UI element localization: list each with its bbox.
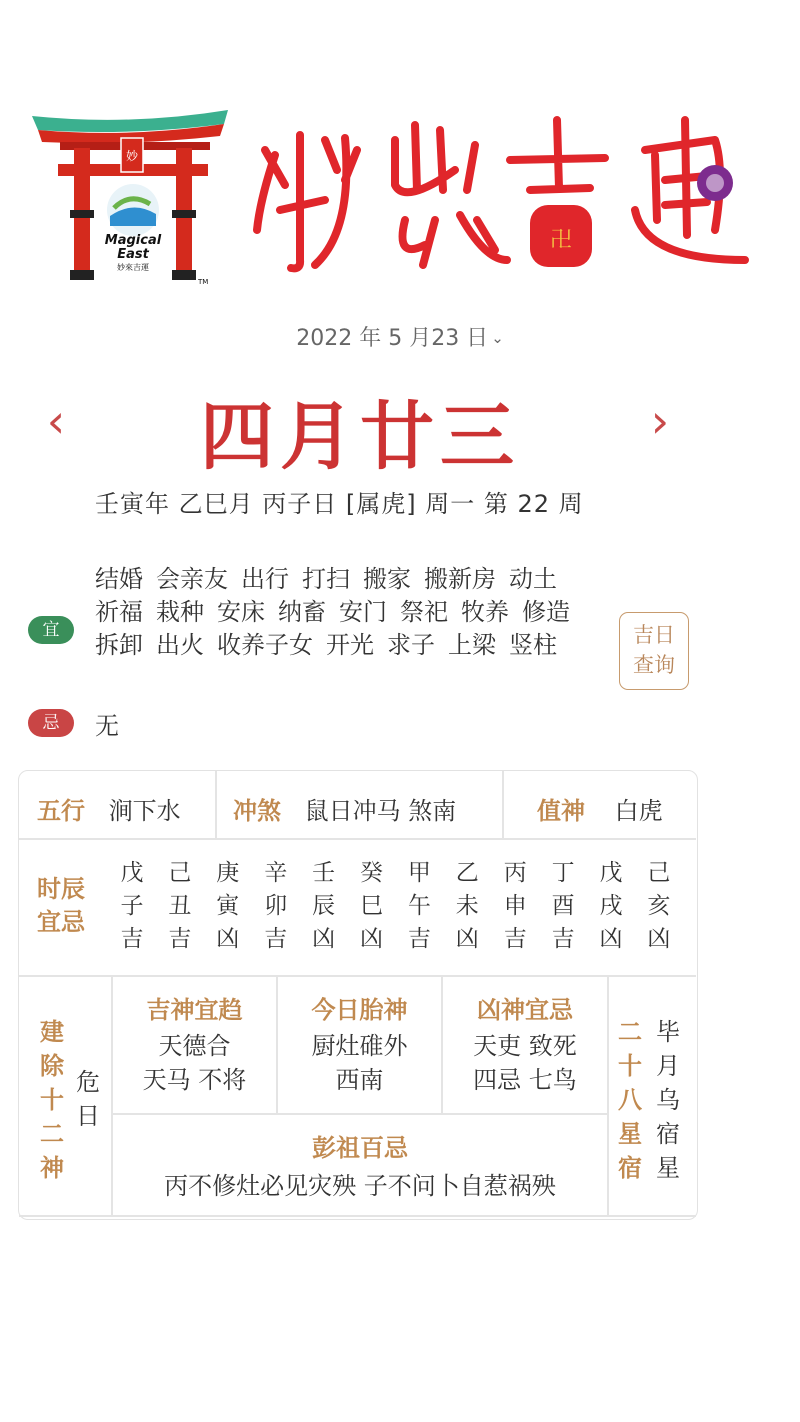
hour-column [117, 857, 147, 956]
hour-branches-char: 戌 [599, 893, 623, 919]
ji-badge: 忌 [28, 709, 74, 737]
svg-text:妙: 妙 [125, 149, 139, 163]
lunar-date-title: 四月廿三 [200, 394, 520, 480]
hour-column [500, 857, 530, 956]
hour-column [644, 857, 674, 956]
jianchu-label-char: 二 [40, 1120, 64, 1148]
hour-stems-char: 戊 [120, 860, 144, 886]
yi-item: 打扫 [302, 565, 350, 593]
pengzu-cell [113, 1129, 607, 1205]
xingxiu-label-char: 八 [618, 1086, 642, 1114]
taishen-cell [278, 993, 441, 1097]
yi-item: 开光 [326, 631, 374, 659]
hour-column [357, 857, 387, 956]
yi-item: 收养子女 [217, 631, 313, 659]
chevron-down-icon: ⌄ [491, 329, 504, 347]
ji-activity-text: 无 [95, 712, 119, 740]
hour-column [165, 857, 195, 956]
xingxiu-value [653, 1015, 683, 1185]
wuxing-label: 五行 [37, 797, 85, 825]
jishen-line1: 天德合 [158, 1032, 231, 1060]
hour-branches-char: 寅 [216, 893, 240, 919]
pengzu-text: 丙不修灶必见灾殃 子不问卜自惹祸殃 [164, 1172, 556, 1200]
yi-item: 安门 [339, 598, 387, 626]
hour-stems-char: 己 [168, 860, 192, 886]
lunar-date-row [0, 378, 800, 480]
divider [19, 1215, 696, 1217]
yi-item: 拆卸 [95, 631, 143, 659]
xiongshen-line1: 天吏 致死 [473, 1032, 577, 1060]
taishen-line2: 西南 [335, 1066, 384, 1094]
xingxiu-value-char: 宿 [656, 1120, 680, 1148]
divider [19, 838, 696, 840]
zhishen-label: 值神 [537, 797, 585, 825]
yi-item: 纳畜 [278, 598, 326, 626]
hour-column [261, 857, 291, 956]
good-day-button-line1: 吉日 [633, 623, 675, 647]
solar-date-text: 2022 年 5 月23 日 [296, 325, 489, 351]
almanac-info-table [18, 770, 698, 1220]
jianchu-label-char: 除 [40, 1052, 64, 1080]
divider [19, 975, 696, 977]
hour-branches-char: 酉 [551, 893, 575, 919]
xingxiu-label-char: 二 [618, 1018, 642, 1046]
hour-column [596, 857, 626, 956]
xingxiu-value-char: 乌 [656, 1086, 680, 1114]
jishen-label: 吉神宜趋 [146, 996, 243, 1024]
taishen-label: 今日胎神 [311, 996, 408, 1024]
yi-item: 结婚 [95, 565, 143, 593]
divider [111, 1113, 607, 1115]
torii-gate-icon [30, 108, 235, 288]
xingxiu-label-char: 星 [618, 1120, 642, 1148]
divider [502, 771, 504, 838]
chongsha-label: 冲煞 [233, 797, 281, 825]
zhishen-cell [537, 791, 663, 826]
hour-stems-char: 丙 [503, 860, 527, 886]
jianchu-value-char: 危 [76, 1068, 100, 1096]
yi-item: 搬家 [363, 565, 411, 593]
brand-calligraphy-title [245, 110, 760, 280]
brand-en-2: East [117, 247, 149, 262]
svg-text:TM: TM [198, 278, 209, 286]
hour-branches-char: 午 [407, 893, 431, 919]
hour-branches-char: 丑 [168, 893, 192, 919]
torii-logo [30, 108, 235, 288]
yi-item: 修造 [522, 598, 570, 626]
yi-activity-list [95, 563, 595, 662]
hour-luck-char: 凶 [455, 926, 479, 952]
yi-badge: 宜 [28, 616, 74, 644]
svg-text:妙來吉運: 妙來吉運 [117, 263, 149, 272]
hour-stems-char: 辛 [264, 860, 288, 886]
hours-label-line1: 时辰 [37, 875, 85, 903]
hour-luck-char: 吉 [503, 926, 527, 952]
hour-stems-char: 己 [647, 860, 671, 886]
hour-branches-char: 亥 [647, 893, 671, 919]
pengzu-label: 彭祖百忌 [312, 1134, 408, 1162]
yi-item: 动土 [509, 565, 557, 593]
hour-luck-char: 吉 [264, 926, 288, 952]
yi-item: 栽种 [156, 598, 204, 626]
hour-luck-char: 凶 [312, 926, 336, 952]
hour-stems-char: 戊 [599, 860, 623, 886]
hour-branches-char: 巳 [360, 893, 383, 919]
wuxing-value: 涧下水 [108, 797, 181, 825]
hour-branches-char: 辰 [312, 893, 336, 919]
svg-text:卍: 卍 [549, 228, 573, 253]
yi-item: 出火 [156, 631, 204, 659]
xiongshen-cell [443, 993, 607, 1097]
yi-item: 求子 [387, 631, 435, 659]
solar-date-picker[interactable] [0, 318, 800, 354]
yi-item: 祈福 [95, 598, 143, 626]
yi-item: 搬新房 [424, 565, 496, 593]
hour-branches-char: 卯 [264, 893, 288, 919]
brand-en-1: Magical [104, 233, 162, 248]
xiongshen-label: 凶神宜忌 [477, 996, 573, 1024]
hour-column [309, 857, 339, 956]
jianchu-value-char: 日 [76, 1102, 100, 1130]
divider [215, 771, 217, 838]
hour-stems-char: 甲 [407, 860, 431, 886]
hour-stems-char: 癸 [360, 860, 383, 886]
good-day-query-button[interactable] [619, 612, 689, 690]
yi-item: 祭祀 [400, 598, 448, 626]
yi-item: 上梁 [448, 631, 496, 659]
hour-luck-char: 吉 [120, 926, 144, 952]
next-day-arrow-icon[interactable]: › [650, 394, 670, 448]
zhishen-value: 白虎 [614, 797, 663, 825]
yi-item: 牧养 [461, 598, 509, 626]
hour-luck-char: 凶 [599, 926, 623, 952]
yi-item: 出行 [241, 565, 289, 593]
jianchu-label-char: 神 [40, 1154, 64, 1182]
hour-luck-char: 吉 [168, 926, 192, 952]
hour-luck-char: 吉 [407, 926, 431, 952]
hour-branches-char: 申 [503, 893, 527, 919]
xingxiu-value-char: 星 [656, 1154, 680, 1182]
hours-label-line2: 宜忌 [37, 908, 85, 936]
xingxiu-value-char: 月 [656, 1052, 680, 1080]
ganzhi-info-line: 壬寅年 乙巳月 丙子日 [属虎] 周一 第 22 周 [95, 490, 584, 518]
hours-grid [117, 857, 687, 967]
xiongshen-line2: 四忌 七鸟 [473, 1066, 577, 1094]
hour-branches-char: 未 [455, 893, 479, 919]
hour-stems-char: 丁 [551, 860, 575, 886]
hour-stems-char: 庚 [216, 860, 240, 886]
hour-luck-char: 凶 [216, 926, 240, 952]
hour-branches-char: 子 [120, 893, 144, 919]
hour-column [452, 857, 482, 956]
jishen-cell [113, 993, 276, 1097]
jianchu-value [73, 1065, 103, 1133]
chongsha-value: 鼠日冲马 煞南 [304, 797, 457, 825]
hour-stems-char: 壬 [312, 860, 336, 886]
hour-column [404, 857, 434, 956]
yi-item: 竖柱 [509, 631, 557, 659]
jianchu-label-char: 十 [40, 1086, 64, 1114]
hour-luck-char: 凶 [647, 926, 671, 952]
xingxiu-label-char: 宿 [618, 1154, 642, 1182]
jianchu-label [37, 1015, 67, 1185]
divider [607, 975, 609, 1215]
jianchu-label-char: 建 [40, 1018, 64, 1046]
chongsha-cell [233, 791, 456, 826]
xingxiu-label-char: 十 [618, 1052, 642, 1080]
hour-column [548, 857, 578, 956]
jishen-line2: 天马 不将 [142, 1066, 247, 1094]
taishen-line1: 厨灶碓外 [311, 1032, 408, 1060]
hour-stems-char: 乙 [455, 860, 479, 886]
hour-luck-char: 凶 [360, 926, 383, 952]
hour-column [213, 857, 243, 956]
yi-item: 安床 [217, 598, 265, 626]
xingxiu-label [615, 1015, 645, 1185]
prev-day-arrow-icon[interactable]: ‹ [46, 394, 66, 448]
hour-luck-char: 吉 [551, 926, 575, 952]
good-day-button-line2: 查询 [633, 653, 675, 677]
hours-label [37, 873, 85, 939]
yi-item: 会亲友 [156, 565, 228, 593]
wuxing-cell [37, 791, 181, 826]
xingxiu-value-char: 毕 [656, 1018, 680, 1046]
